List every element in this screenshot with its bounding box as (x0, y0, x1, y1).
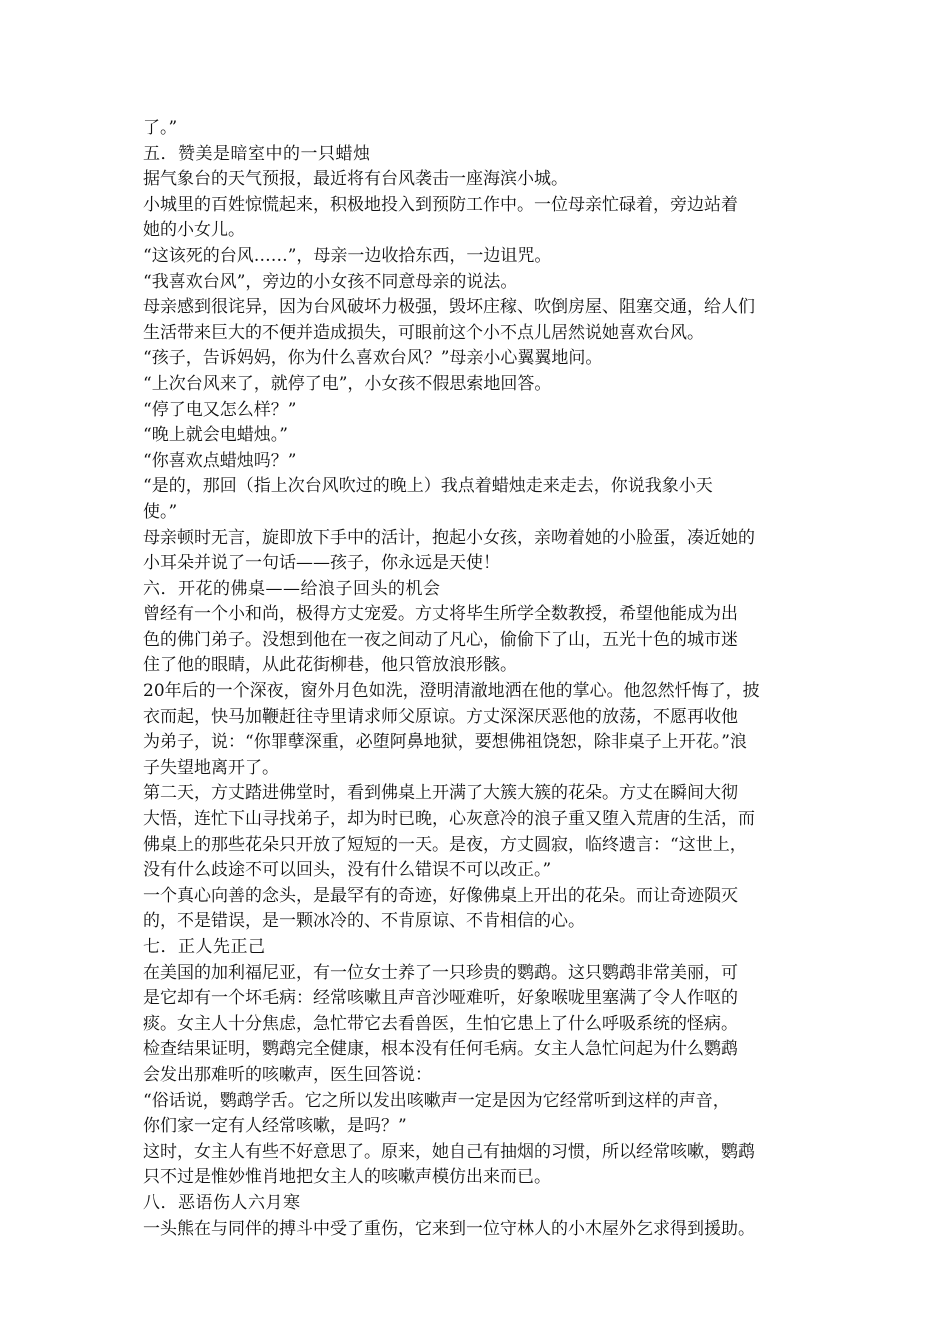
text-line: “你喜欢点蜡烛吗？” (143, 450, 297, 471)
text-line: 只不过是惟妙惟肖地把女主人的咳嗽声模仿出来而已。 (143, 1167, 551, 1188)
section-heading: 八．恶语伤人六月寒 (143, 1192, 301, 1213)
text-line: 的，不是错误，是一颗冰冷的、不肯原谅、不肯相信的心。 (143, 911, 585, 932)
text-line: 她的小女儿。 (143, 220, 245, 241)
text-line: 衣而起，快马加鞭赶往寺里请求师父原谅。方丈深深厌恶他的放荡，不愿再收他 (143, 706, 738, 727)
text-line: 这时，女主人有些不好意思了。原来，她自己有抽烟的习惯，所以经常咳嗽，鹦鹉 (143, 1141, 755, 1162)
text-line: 会发出那难听的咳嗽声，医生回答说： (143, 1064, 432, 1085)
section-heading: 六．开花的佛桌——给浪子回头的机会 (143, 578, 441, 599)
text-line: “这该死的台风……”，母亲一边收拾东西，一边诅咒。 (143, 245, 552, 266)
text-line: “孩子，告诉妈妈，你为什么喜欢台风？”母亲小心翼翼地问。 (143, 348, 603, 369)
text-line: 一头熊在与同伴的搏斗中受了重伤，它来到一位守林人的小木屋外乞求得到援助。 (143, 1218, 755, 1239)
text-line: 色的佛门弟子。没想到他在一夜之间动了凡心，偷偷下了山，五光十色的城市迷 (143, 629, 738, 650)
text-line: 第二天，方丈踏进佛堂时，看到佛桌上开满了大簇大簇的花朵。方丈在瞬间大彻 (143, 783, 738, 804)
text-line: “我喜欢台风”，旁边的小女孩不同意母亲的说法。 (143, 271, 518, 292)
text-line: “上次台风来了，就停了电”，小女孩不假思索地回答。 (143, 373, 552, 394)
text-line: 小城里的百姓惊慌起来，积极地投入到预防工作中。一位母亲忙碌着，旁边站着 (143, 194, 738, 215)
document-body (143, 116, 823, 1242)
text-line: 佛桌上的那些花朵只开放了短短的一天。是夜，方丈圆寂，临终遗言：“这世上， (143, 834, 747, 855)
text-line: 是它却有一个坏毛病：经常咳嗽且声音沙哑难听，好象喉咙里塞满了令人作呕的 (143, 988, 738, 1009)
section-heading: 七．正人先正己 (143, 937, 266, 957)
text-line: “停了电又怎么样？” (143, 399, 297, 420)
section-heading: 五．赞美是暗室中的一只蜡烛 (143, 143, 371, 164)
text-line: 在美国的加利福尼亚，有一位女士养了一只珍贵的鹦鹉。这只鹦鹉非常美丽，可 (143, 962, 738, 983)
text-line: 住了他的眼睛，从此花街柳巷，他只管放浪形骸。 (143, 655, 517, 676)
text-line: 使。” (143, 501, 178, 522)
text-line: 一个真心向善的念头，是最罕有的奇迹，好像佛桌上开出的花朵。而让奇迹陨灭 (143, 885, 738, 906)
text-line: “俗话说，鹦鹉学舌。它之所以发出咳嗽声一定是因为它经常听到这样的声音， (143, 1090, 730, 1111)
text-line: 你们家一定有人经常咳嗽，是吗？” (143, 1116, 407, 1137)
text-line: 大悟，连忙下山寻找弟子，却为时已晚，心灰意冷的浪子重又堕入荒唐的生活，而 (143, 809, 755, 830)
text-line: 20年后的一个深夜，窗外月色如洗，澄明清澈地洒在他的掌心。他忽然忏悔了，披 (143, 681, 760, 702)
text-line: “晚上就会电蜡烛。” (143, 425, 288, 446)
text-line: 母亲顿时无言，旋即放下手中的活计，抱起小女孩，亲吻着她的小脸蛋，凑近她的 (143, 527, 755, 548)
text-line: 为弟子，说：“你罪孽深重，必堕阿鼻地狱，要想佛祖饶恕，除非桌子上开花。”浪 (143, 732, 747, 753)
text-line: 检查结果证明，鹦鹉完全健康，根本没有任何毛病。女主人急忙问起为什么鹦鹉 (143, 1039, 738, 1060)
text-line: 生活带来巨大的不便并造成损失，可眼前这个小不点儿居然说她喜欢台风。 (143, 322, 704, 343)
text-line: 曾经有一个小和尚，极得方丈宠爱。方丈将毕生所学全数教授，希望他能成为出 (143, 604, 738, 625)
text-line: 母亲感到很诧异，因为台风破坏力极强，毁坏庄稼、吹倒房屋、阻塞交通，给人们 (143, 297, 755, 318)
text-line: 没有什么歧途不可以回头，没有什么错误不可以改正。” (143, 860, 552, 881)
text-line: 痰。女主人十分焦虑，急忙带它去看兽医，生怕它患上了什么呼吸系统的怪病。 (143, 1013, 738, 1034)
text-line: 了。” (143, 118, 178, 138)
text-line: 据气象台的天气预报，最近将有台风袭击一座海滨小城。 (143, 169, 568, 190)
text-line: 子失望地离开了。 (143, 757, 279, 778)
text-line: 小耳朵并说了一句话——孩子，你永远是天使！ (143, 553, 500, 574)
text-line: “是的，那回（指上次台风吹过的晚上）我点着蜡烛走来走去，你说我象小天 (143, 476, 713, 497)
